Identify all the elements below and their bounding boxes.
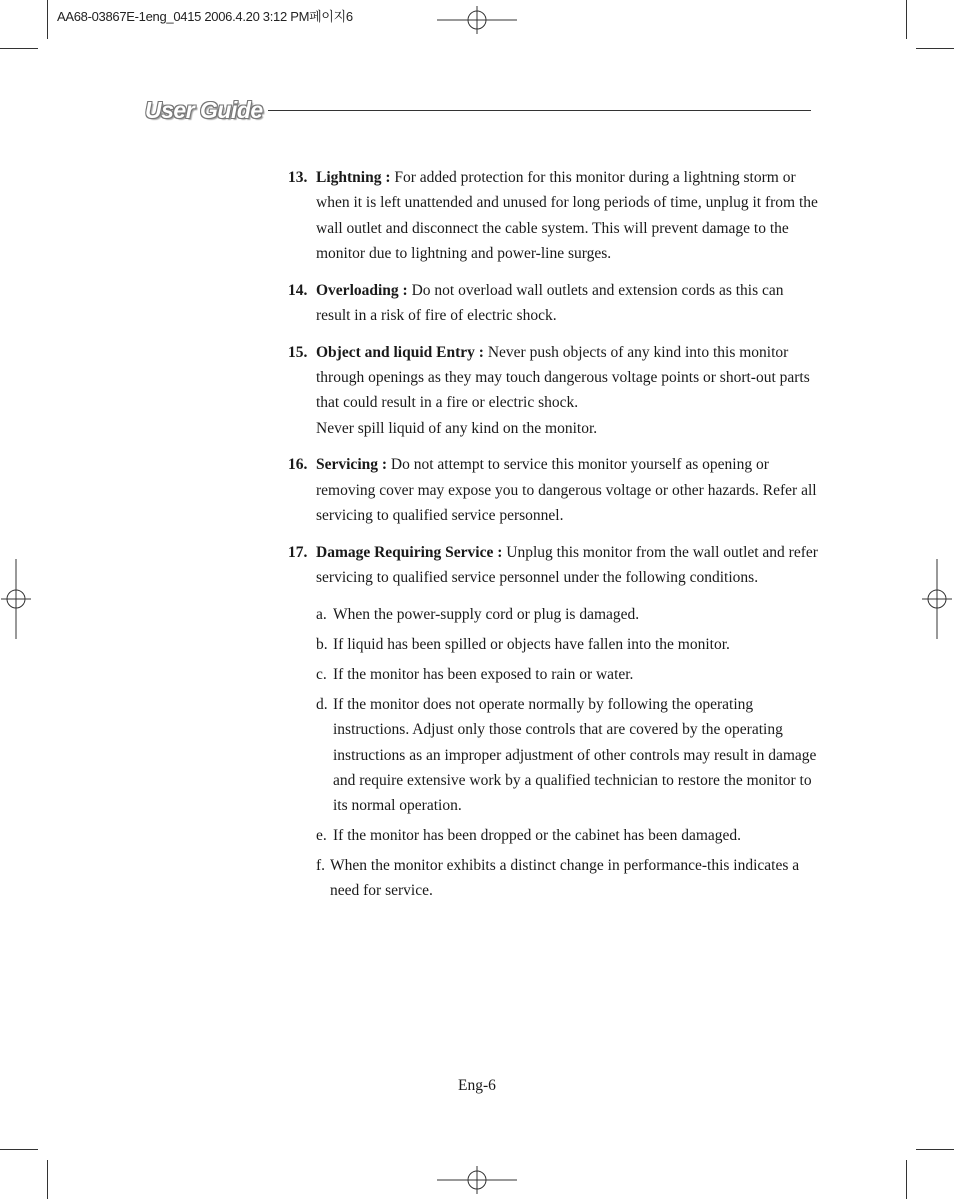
condition-letter: f.	[316, 857, 326, 875]
item-number: 17.	[288, 543, 308, 561]
condition-text: If the monitor has been exposed to rain or water.	[333, 665, 634, 683]
crop-mark-bottom-left-h	[0, 1149, 38, 1150]
list-item	[288, 340, 818, 441]
condition-item	[316, 662, 818, 687]
registration-mark-top-icon	[437, 6, 517, 34]
item-text: For added protection for this monitor during a lightning storm or when it is left unattended and unused for long periods of time, unplug it from the wall outlet and disconnect the cable system. This will prevent damage to the monitor due to lightning and power-line surges.	[316, 169, 818, 262]
list-item	[288, 452, 818, 528]
item-extra-text: Never spill liquid of any kind on the monitor.	[316, 419, 598, 437]
item-text: Do not attempt to service this monitor yourself as opening or removing cover may expose you to dangerous voltage or other hazards. Refer all servicing to qualified service personnel.	[316, 456, 817, 525]
condition-item	[316, 853, 818, 904]
item-title: Damage Requiring Service :	[316, 543, 503, 561]
safety-instructions	[288, 165, 818, 908]
conditions-list	[288, 602, 818, 904]
registration-mark-left-icon	[1, 559, 31, 639]
header-title: User Guide	[145, 97, 263, 123]
crop-mark-bottom-right-v	[906, 1160, 907, 1199]
condition-letter: e.	[316, 827, 327, 845]
crop-mark-top-left-h	[0, 48, 38, 49]
item-number: 13.	[288, 169, 308, 186]
list-item	[288, 278, 818, 329]
registration-mark-right-icon	[922, 559, 952, 639]
condition-text: If liquid has been spilled or objects have fallen into the monitor.	[333, 635, 730, 653]
item-text: Do not overload wall outlets and extension cords as this can result in a risk of fire of electric shock.	[316, 281, 784, 324]
item-title: Overloading :	[316, 281, 408, 299]
list-item	[288, 540, 818, 591]
condition-letter: b.	[316, 635, 328, 653]
condition-item	[316, 602, 818, 627]
page-number: Eng-6	[458, 1077, 496, 1094]
condition-letter: a.	[316, 605, 327, 623]
condition-text: When the monitor exhibits a distinct change in performance-this indicates a need for service.	[330, 857, 800, 900]
crop-mark-bottom-right-h	[916, 1149, 954, 1150]
item-text: Unplug this monitor from the wall outlet and refer servicing to qualified service personnel under the following conditions.	[316, 543, 818, 587]
condition-letter: c.	[316, 665, 327, 683]
item-title: Servicing :	[316, 456, 388, 474]
list-item	[288, 165, 818, 266]
registration-mark-bottom-icon	[437, 1166, 517, 1194]
condition-letter: d.	[316, 695, 328, 713]
condition-item	[316, 632, 818, 657]
item-text: Never push objects of any kind into this monitor through openings as they may touch dangerous voltage points or short-out parts that could result in a fire or electric shock.	[316, 343, 810, 412]
condition-item	[316, 692, 818, 818]
header-rule	[268, 110, 811, 111]
condition-text: When the power-supply cord or plug is damaged.	[333, 605, 640, 623]
print-slug-line: AA68-03867E-1eng_0415 2006.4.20 3:12 PM페이지6	[57, 9, 353, 24]
crop-mark-top-left-v	[47, 0, 48, 39]
crop-mark-top-right-v	[906, 0, 907, 39]
condition-item	[316, 823, 818, 848]
item-title: Lightning :	[316, 169, 391, 186]
item-number: 16.	[288, 456, 308, 474]
condition-text: If the monitor has been dropped or the cabinet has been damaged.	[333, 827, 742, 845]
item-number: 14.	[288, 281, 308, 299]
condition-text: If the monitor does not operate normally by following the operating instructions. Adjust only those controls that are covered by the operating instructions as an improper adjustment of other controls may result in damage and require extensive work by a qualified technician to restore the monitor to its normal operation.	[333, 695, 817, 815]
item-number: 15.	[288, 343, 308, 361]
crop-mark-top-right-h	[916, 48, 954, 49]
item-title: Object and liquid Entry :	[316, 343, 484, 361]
crop-mark-bottom-left-v	[47, 1160, 48, 1199]
